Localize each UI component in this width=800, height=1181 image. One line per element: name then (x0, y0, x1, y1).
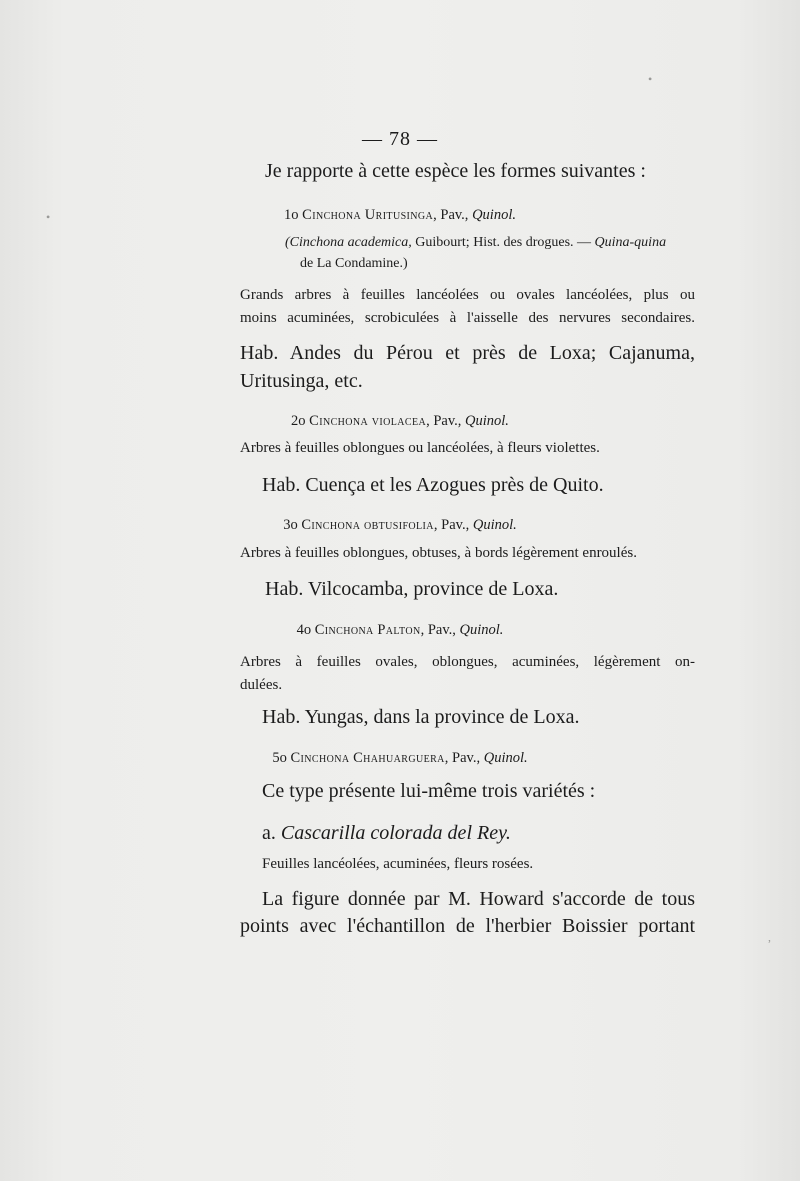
habitat-line: Uritusinga, etc. (240, 370, 363, 392)
species-name: obtusifolia (363, 517, 434, 533)
intro-sentence: Je rapporte à cette espèce les formes suivantes : (265, 160, 646, 182)
species-heading-3: 3o Cinchona obtusifolia, Pav., Quinol. (283, 517, 517, 533)
species-name: Chahuarguera (353, 750, 445, 766)
species-genus: Cinchona (290, 750, 350, 766)
species-number: 5o (272, 750, 287, 766)
species-work: Quinol. (472, 207, 516, 223)
habitat-line: Hab. Cuença et les Azogues près de Quito. (262, 474, 604, 496)
species-name: violacea (371, 413, 427, 429)
species-number: 1o (284, 207, 299, 223)
margin-mark: • (648, 72, 653, 86)
variety-a (262, 822, 511, 845)
species-author: Pav., (452, 750, 481, 766)
variety-label: a. (262, 822, 276, 844)
species-genus: Cinchona (302, 207, 362, 223)
description-line: Arbres à feuilles oblongues ou lancéolées, à fleurs violettes. (240, 440, 600, 456)
species-heading-1: 1o Cinchona Uritusinga, Pav., Quinol. (284, 207, 516, 223)
species-genus: Cinchona (314, 622, 374, 638)
species-work: Quinol. (465, 413, 509, 429)
variety-description: Feuilles lancéolées, acuminées, fleurs rosées. (262, 856, 534, 872)
closing-line-2: points avec l'échantillon de l'herbier Boissier portant (240, 915, 695, 937)
description-line: Arbres à feuilles oblongues, obtuses, à bords légèrement enroulés. (240, 545, 637, 561)
species-author: Pav., (433, 413, 462, 429)
synonym-line-1: (Cinchona academica, Guibourt; Hist. des drogues. — Quina-quina (285, 235, 667, 250)
species-work: Quinol. (483, 750, 528, 766)
species-heading-4: 4o Cinchona Palton, Pav., Quinol. (296, 622, 504, 638)
description-line: Grands arbres à feuilles lancéolées ou ovales lancéolées, plus ou (240, 287, 695, 303)
variety-name: Cascarilla colorada del Rey. (280, 822, 511, 844)
species-genus: Cinchona (309, 413, 369, 429)
species-author: Pav., (440, 207, 469, 223)
species-work: Quinol. (472, 517, 517, 533)
margin-mark: • (46, 210, 51, 224)
species-name: Palton (377, 622, 421, 638)
species-name: Uritusinga (364, 207, 434, 223)
species-author: Pav., (441, 517, 470, 533)
species-number: 2o (291, 413, 306, 429)
description-line: dulées. (240, 677, 283, 693)
species-number: 3o (283, 517, 298, 533)
habitat-line: Hab. Yungas, dans la province de Loxa. (262, 706, 580, 728)
species-number: 4o (296, 622, 312, 638)
habitat-line: Hab. Vilcocamba, province de Loxa. (265, 578, 559, 600)
description-line: moins acuminées, scrobiculées à l'aisselle des nervures secondaires. (240, 310, 695, 326)
description-line: Arbres à feuilles ovales, oblongues, acuminées, légèrement on- (240, 654, 695, 670)
species-heading-5: 5o Cinchona Chahuarguera, Pav., Quinol. (272, 750, 528, 766)
closing-line-1: La figure donnée par M. Howard s'accorde de tous (262, 888, 695, 910)
species-work: Quinol. (459, 622, 504, 638)
synonym-line-2: de La Condamine.) (300, 256, 408, 271)
species-heading-2: 2o Cinchona violacea, Pav., Quinol. (291, 413, 509, 429)
species-author: Pav., (427, 622, 456, 638)
species-genus: Cinchona (301, 517, 361, 533)
page-number: — 78 — (362, 128, 438, 150)
varieties-intro: Ce type présente lui-même trois variétés : (262, 780, 596, 802)
habitat-line: Hab. Andes du Pérou et près de Loxa; Cajanuma, (240, 342, 695, 364)
margin-mark: , (768, 930, 771, 944)
